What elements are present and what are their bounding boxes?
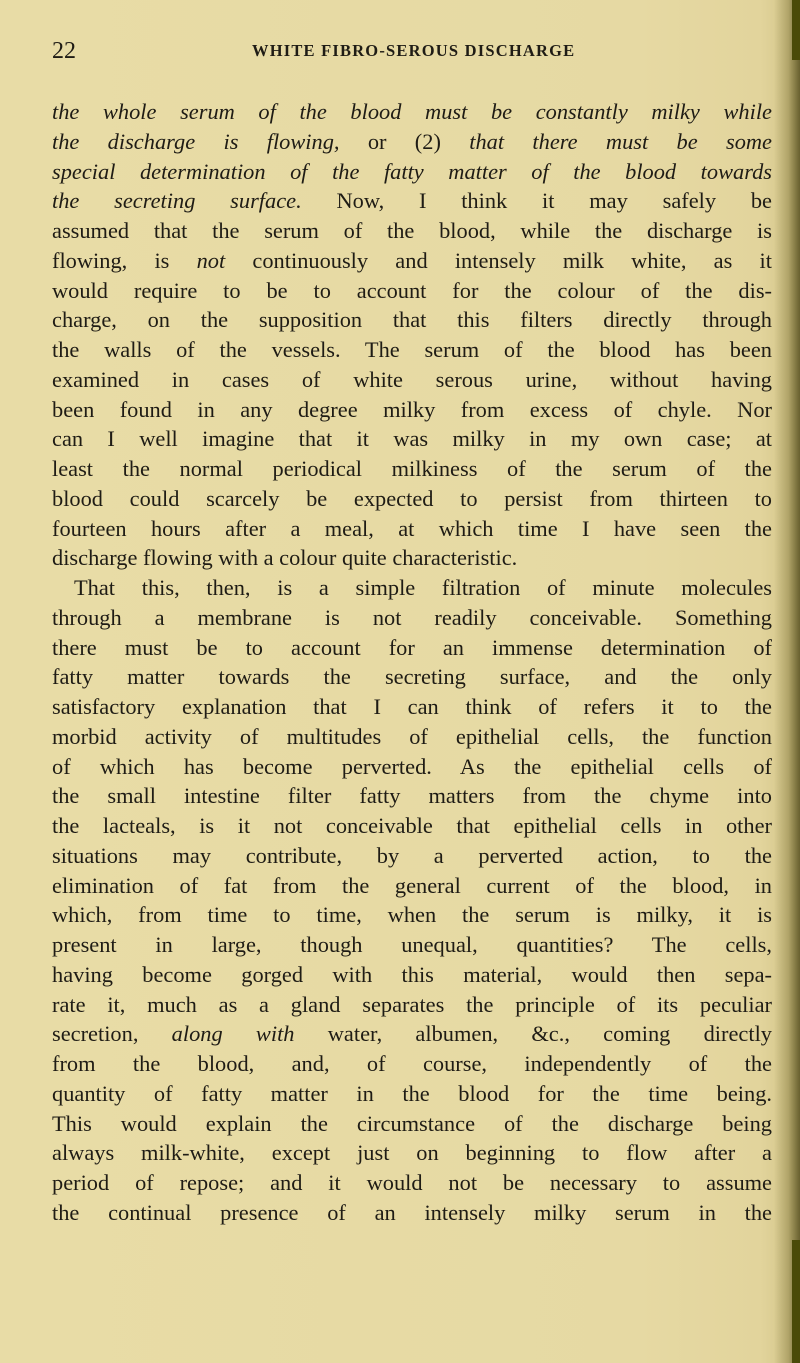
text-run: discharge flowing with a colour quite characteristic.: [52, 545, 518, 571]
text-line: [52, 900, 772, 930]
text-line: [52, 1019, 772, 1049]
text-run: having become gorged with this material, would then sepa-: [52, 961, 772, 987]
text-line: [52, 781, 772, 811]
text-run: from the blood, and, of course, independently of the: [52, 1051, 772, 1076]
text-line: [52, 633, 772, 663]
text-run: been found in any degree milky from excess of chyle. Nor: [52, 396, 772, 422]
text-line: [52, 543, 772, 573]
text-run: Now, I think it may safely be: [301, 188, 772, 214]
text-line: [52, 1079, 772, 1109]
italic-text: the discharge is flowing,: [52, 128, 340, 154]
body-text: [52, 97, 772, 1228]
text-run: there must be to account for an immense determination of: [52, 634, 772, 660]
text-line: [52, 841, 772, 871]
text-line: [52, 514, 772, 544]
text-run: fatty matter towards the secreting surface, and the only: [52, 664, 772, 690]
text-line: [52, 573, 772, 603]
text-run: the continual presence of an intensely milky serum in the: [52, 1199, 772, 1225]
text-line: [52, 1049, 772, 1079]
italic-text: not: [196, 247, 226, 273]
text-line: [52, 1138, 772, 1168]
text-run: the small intestine filter fatty matters from the chyme into: [52, 783, 772, 809]
text-line: [52, 752, 772, 782]
text-line: [52, 811, 772, 841]
text-line: [52, 276, 772, 306]
text-run: blood could scarcely be expected to persist from thirteen to: [52, 485, 772, 511]
text-run: fourteen hours after a meal, at which time I have seen the: [52, 515, 772, 541]
text-line: [52, 335, 772, 365]
text-line: [52, 365, 772, 395]
text-run: the walls of the vessels. The serum of the blood has been: [52, 337, 772, 362]
text-line: [52, 990, 772, 1020]
binding-edge-mark: [792, 1240, 800, 1363]
text-run: would require to be to account for the colour of the dis-: [52, 277, 772, 303]
text-run: continuously and intensely milk white, as it: [225, 247, 772, 273]
text-run: which, from time to time, when the serum is milky, it is: [52, 902, 772, 928]
page-header: [52, 38, 748, 68]
text-line: [52, 246, 772, 276]
text-run: can I well imagine that it was milky in my own case; at: [52, 426, 772, 452]
text-run: or (2): [339, 128, 470, 154]
italic-text: special determination of the fatty matter of the blood towards: [52, 158, 772, 184]
italic-text: the secreting surface.: [52, 188, 302, 214]
text-run: quantity of fatty matter in the blood for the time being.: [52, 1080, 772, 1106]
text-line: [52, 305, 772, 335]
text-run: elimination of fat from the general current of the blood, in: [52, 872, 772, 898]
text-line: [52, 157, 772, 187]
text-line: [52, 1168, 772, 1198]
text-run: That this, then, is a simple filtration of minute molecules: [74, 575, 772, 600]
text-line: [52, 1109, 772, 1139]
text-run: water, albumen, &c., coming directly: [294, 1021, 772, 1047]
text-line: [52, 424, 772, 454]
italic-text: the whole serum of the blood must be constantly milky while: [52, 99, 772, 124]
text-run: This would explain the circumstance of the discharge being: [52, 1110, 772, 1136]
italic-text: that there must be some: [469, 128, 772, 154]
text-line: [52, 662, 772, 692]
text-run: situations may contribute, by a perverted action, to the: [52, 842, 772, 868]
text-run: rate it, much as a gland separates the principle of its peculiar: [52, 991, 772, 1017]
italic-text: along with: [171, 1021, 295, 1047]
page-edge-shadow: [774, 0, 800, 1363]
text-line: [52, 871, 772, 901]
text-run: through a membrane is not readily conceivable. Something: [52, 604, 772, 630]
text-line: [52, 603, 772, 633]
text-run: assumed that the serum of the blood, while the discharge is: [52, 218, 772, 243]
text-line: [52, 127, 772, 157]
text-line: [52, 454, 772, 484]
text-run: of which has become perverted. As the epithelial cells of: [52, 753, 772, 779]
text-run: morbid activity of multitudes of epithelial cells, the function: [52, 723, 772, 749]
text-run: flowing, is: [52, 247, 197, 273]
text-line: [52, 395, 772, 425]
text-run: period of repose; and it would not be necessary to assume: [52, 1170, 772, 1195]
text-run: the lacteals, is it not conceivable that epithelial cells in other: [52, 813, 772, 838]
text-run: always milk-white, except just on beginning to flow after a: [52, 1140, 772, 1166]
text-line: [52, 960, 772, 990]
text-line: [52, 216, 772, 246]
text-line: [52, 722, 772, 752]
text-line: [52, 930, 772, 960]
page-number: 22: [52, 38, 76, 64]
text-line: [52, 186, 772, 216]
text-run: present in large, though unequal, quantities? The cells,: [52, 932, 772, 957]
text-line: [52, 484, 772, 514]
text-run: charge, on the supposition that this filters directly through: [52, 307, 772, 333]
text-run: secretion,: [52, 1021, 172, 1047]
text-run: satisfactory explanation that I can think of refers it to the: [52, 694, 772, 719]
running-title: WHITE FIBRO-SEROUS DISCHARGE: [252, 41, 576, 60]
binding-edge-mark: [792, 0, 800, 60]
text-line: [52, 97, 772, 127]
text-line: [52, 1198, 772, 1228]
text-run: least the normal periodical milkiness of the serum of the: [52, 456, 772, 481]
text-run: examined in cases of white serous urine, without having: [52, 366, 772, 392]
text-line: [52, 692, 772, 722]
